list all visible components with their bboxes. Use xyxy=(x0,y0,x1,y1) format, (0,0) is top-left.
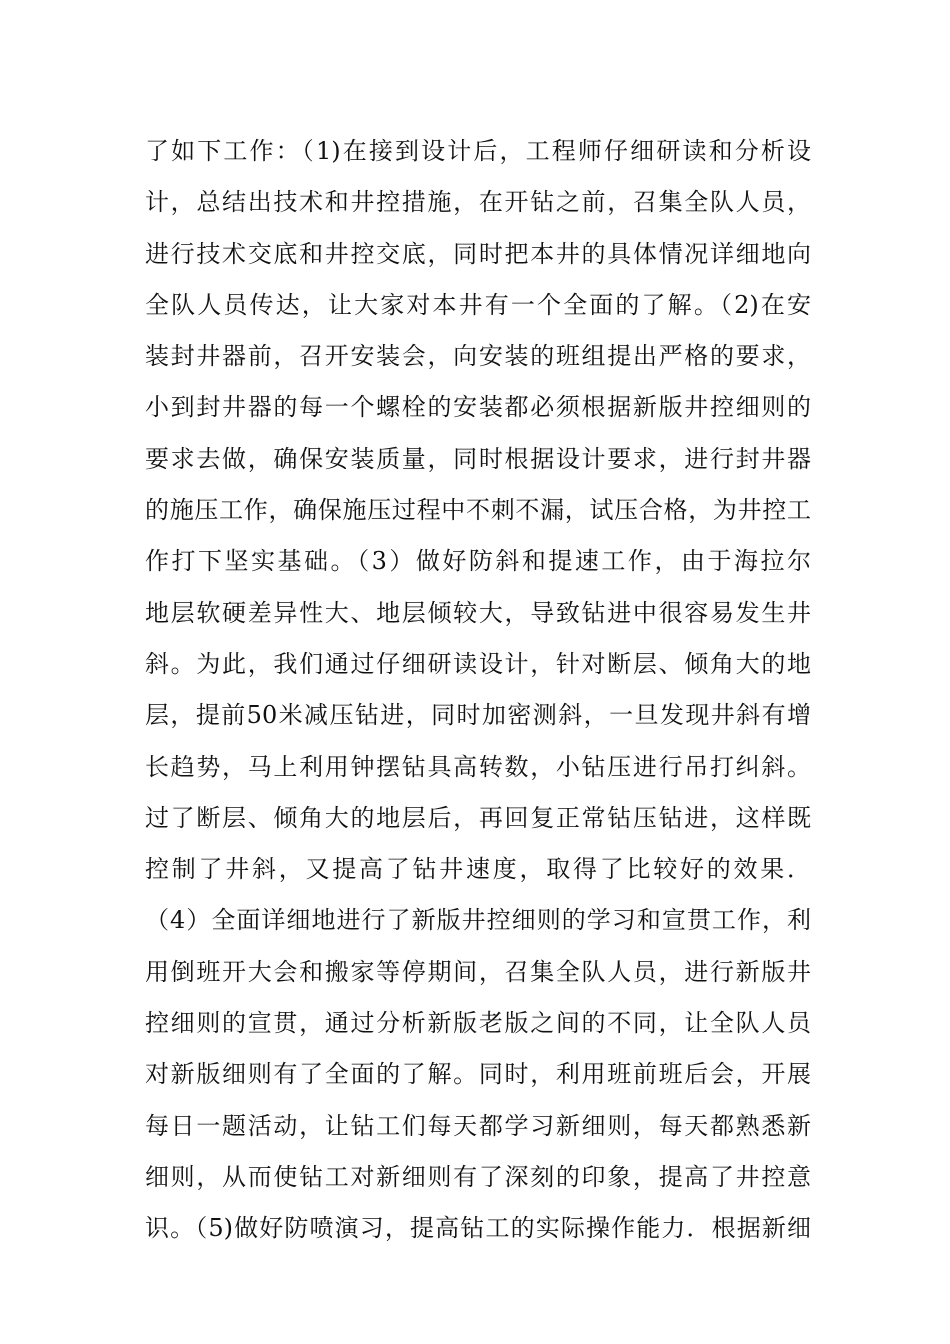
text-line-19: 对新版细则有了全面的了解。同时，利用班前班后会，开展 xyxy=(145,1060,811,1089)
text-line-21: 细则，从而使钻工对新细则有了深刻的印象，提高了井控意 xyxy=(145,1162,811,1191)
text-line-1: 了如下工作：（1)在接到设计后，工程师仔细研读和分析设 xyxy=(145,137,811,165)
text-line-5: 装封井器前，召开安装会，向安装的班组提出严格的要求， xyxy=(145,342,811,371)
text-line-17: 用倒班开大会和搬家等停期间，召集全队人员，进行新版井 xyxy=(145,957,811,986)
text-line-22: 识。（5)做好防喷演习，提高钻工的实际操作能力．根据新细 xyxy=(145,1214,811,1243)
body-text xyxy=(145,126,811,1255)
text-line-9: 作打下坚实基础。（3）做好防斜和提速工作，由于海拉尔 xyxy=(145,547,811,576)
text-line-12: 层，提前50米减压钻进，同时加密测斜，一旦发现井斜有增 xyxy=(145,701,811,730)
text-line-2: 计，总结出技术和井控措施，在开钻之前，召集全队人员， xyxy=(145,188,811,217)
text-line-3: 进行技术交底和井控交底，同时把本井的具体情况详细地向 xyxy=(145,239,811,268)
text-line-7: 要求去做，确保安装质量，同时根据设计要求，进行封井器 xyxy=(145,444,811,473)
text-line-15: 控制了井斜，又提高了钻井速度，取得了比较好的效果． xyxy=(145,855,811,884)
text-line-11: 斜。为此，我们通过仔细研读设计，针对断层、倾角大的地 xyxy=(145,649,811,678)
text-line-8: 的施压工作，确保施压过程中不刺不漏，试压合格，为井控工 xyxy=(145,496,811,525)
text-line-14: 过了断层、倾角大的地层后，再回复正常钻压钻进，这样既 xyxy=(145,803,811,832)
text-line-13: 长趋势，马上利用钟摆钻具高转数，小钻压进行吊打纠斜。 xyxy=(145,752,811,781)
text-line-20: 每日一题活动，让钻工们每天都学习新细则，每天都熟悉新 xyxy=(145,1111,811,1140)
text-line-18: 控细则的宣贯，通过分析新版老版之间的不同，让全队人员 xyxy=(145,1009,811,1038)
text-line-6: 小到封井器的每一个螺栓的安装都必须根据新版井控细则的 xyxy=(145,393,811,422)
text-line-4: 全队人员传达，让大家对本井有一个全面的了解。（2)在安 xyxy=(145,290,811,319)
text-line-16: （4）全面详细地进行了新版井控细则的学习和宣贯工作，利 xyxy=(145,906,811,935)
text-line-10: 地层软硬差异性大、地层倾较大，导致钻进中很容易发生井 xyxy=(145,598,811,627)
